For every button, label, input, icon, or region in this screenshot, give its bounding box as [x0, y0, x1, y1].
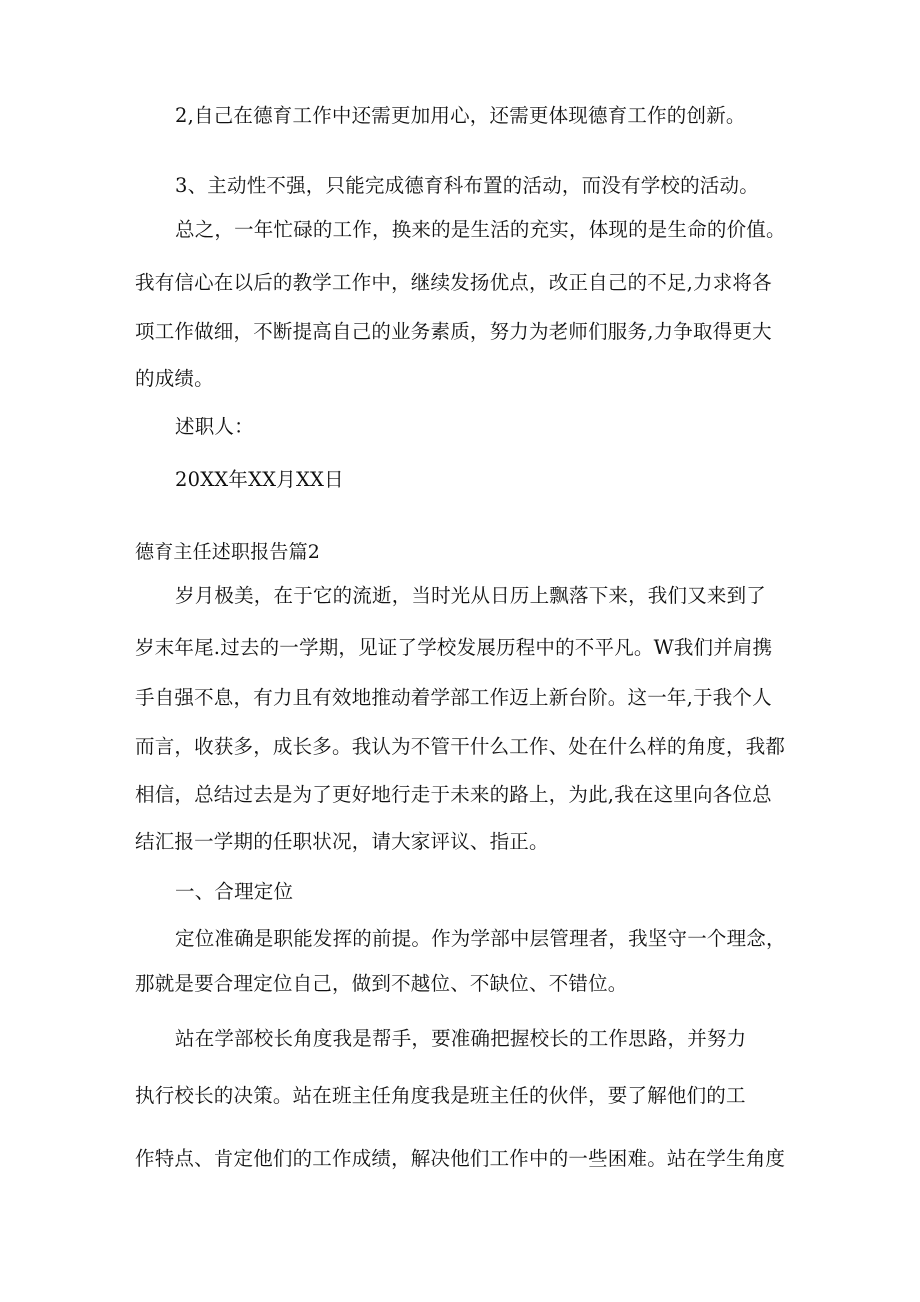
list-item-3: 3、主动性不强，只能完成德育科布置的活动，而没有学校的活动。: [175, 174, 759, 197]
positioning-line-1: 定位准确是职能发挥的前提。作为学部中层管理者，我坚守一个理念，: [175, 927, 786, 950]
signer-label: 述职人：: [175, 415, 254, 438]
intro-line-4: 而言，收获多，成长多。我认为不管干什么工作、处在什么样的角度，我都: [135, 735, 786, 758]
roles-line-3: 作特点、肯定他们的工作成绩，解决他们工作中的一些困难。站在学生角度: [135, 1147, 786, 1170]
intro-line-2: 岁末年尾.过去的一学期，见证了学校发展历程中的不平凡。W我们并肩携: [135, 636, 773, 659]
positioning-line-2: 那就是要合理定位自己，做到不越位、不缺位、不错位。: [135, 972, 628, 995]
summary-line-3: 项工作做细，不断提高自己的业务素质，努力为老师们服务,力争取得更大: [135, 320, 772, 343]
subheading-positioning: 一、合理定位: [175, 880, 294, 903]
report-date: 20XX年XX月XX日: [175, 468, 344, 491]
intro-line-1: 岁月极美，在于它的流逝，当时光从日历上飘落下来，我们又来到了: [175, 584, 767, 607]
roles-line-1: 站在学部校长角度我是帮手，要准确把握校长的工作思路，并努力: [175, 1027, 747, 1050]
summary-line-2: 我有信心在以后的教学工作中，继续发扬优点，改正自己的不足,力求将各: [135, 271, 772, 294]
summary-line-1: 总之，一年忙碌的工作，换来的是生活的充实，体现的是生命的价值。: [175, 218, 786, 241]
summary-line-4: 的成绩。: [135, 367, 214, 390]
list-item-2: 2,自己在德育工作中还需更加用心，还需更体现德育工作的创新。: [175, 104, 746, 127]
section-title: 德育主任述职报告篇2: [135, 541, 321, 563]
intro-line-3: 手自强不息，有力且有效地推动着学部工作迈上新台阶。这一年,于我个人: [135, 686, 772, 709]
intro-line-6: 结汇报一学期的任职状况，请大家评议、指正。: [135, 830, 549, 853]
intro-line-5: 相信，总结过去是为了更好地行走于未来的路上，为此,我在这里向各位总: [135, 783, 772, 806]
roles-line-2: 执行校长的决策。站在班主任角度我是班主任的伙伴，要了解他们的工: [135, 1084, 746, 1107]
